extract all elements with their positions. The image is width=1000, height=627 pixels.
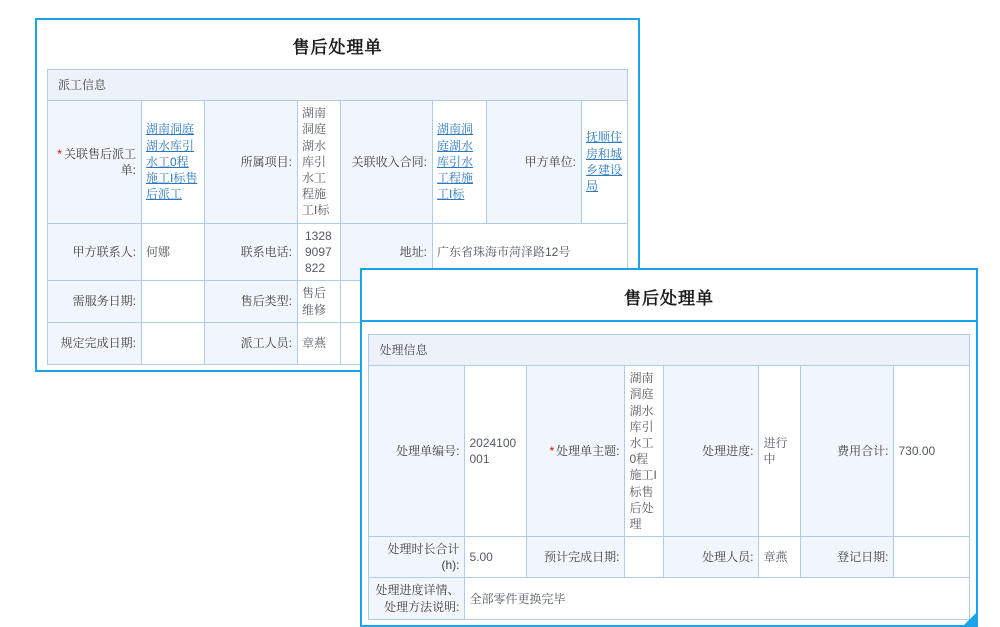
field-value-party-a-contact: 何娜 <box>141 223 204 281</box>
field-label-party-a-contact: 甲方联系人: <box>47 223 141 281</box>
field-label-process-subject <box>527 366 625 537</box>
field-value-register-date <box>894 537 969 578</box>
field-value-address: 广东省珠海市菏泽路12号 <box>432 223 627 281</box>
field-label-process-progress: 处理进度: <box>664 366 759 537</box>
party-a-unit-link[interactable]: 抚顺住房和城乡建设局 <box>585 130 622 194</box>
field-value-project: 湖南洞庭湖水库引水工程施工I标 <box>297 101 340 223</box>
required-marker: * <box>57 146 62 161</box>
form-title: 售后处理单 <box>292 38 383 57</box>
form-title: 售后处理单 <box>362 270 976 322</box>
dispatch-order-link[interactable]: 湖南洞庭湖水库引水工0程施工I标售后派工 <box>145 122 198 202</box>
field-value-related-dispatch-order <box>141 101 204 223</box>
field-value-aftersale-type: 售后维修 <box>297 281 340 323</box>
field-value-expected-finish-date <box>625 537 664 578</box>
field-value-cost-total: 730.00 <box>894 366 969 537</box>
field-label-related-dispatch-order <box>47 101 141 223</box>
field-label-progress-detail: 处理进度详情、处理方法说明: <box>369 578 465 619</box>
section-header-row <box>47 70 627 101</box>
field-value-service-date <box>141 281 204 323</box>
field-value-process-staff: 章燕 <box>759 537 801 578</box>
field-label-phone: 联系电话: <box>204 223 297 281</box>
field-value-income-contract <box>432 101 486 223</box>
field-label-project: 所属项目: <box>204 101 297 223</box>
field-label-process-staff: 处理人员: <box>664 537 759 578</box>
field-label-process-order-no: 处理单编号: <box>369 366 465 537</box>
field-label-text: 关联售后派工单: <box>63 146 136 177</box>
section-header-process-info: 处理信息 <box>369 335 969 366</box>
field-label-aftersale-type: 售后类型: <box>204 281 297 323</box>
resize-handle-icon[interactable] <box>964 613 976 625</box>
aftersale-process-form-window <box>360 268 978 627</box>
section-header-row <box>369 335 969 366</box>
table-row <box>47 101 627 223</box>
field-label-register-date: 登记日期: <box>801 537 894 578</box>
field-label-party-a-unit: 甲方单位: <box>486 101 581 223</box>
field-value-process-progress: 进行中 <box>759 366 801 537</box>
field-label-income-contract: 关联收入合同: <box>340 101 432 223</box>
field-label-process-hours-total: 处理时长合计(h): <box>369 537 465 578</box>
field-value-process-subject: 湖南洞庭湖水库引水工0程施工I标售后处理 <box>625 366 664 537</box>
field-label-cost-total: 费用合计: <box>801 366 894 537</box>
field-value-progress-detail: 全部零件更换完毕 <box>465 578 969 619</box>
table-row <box>369 578 969 619</box>
field-label-address: 地址: <box>340 223 432 281</box>
field-label-service-date: 需服务日期: <box>47 281 141 323</box>
field-value-process-hours-total: 5.00 <box>465 537 527 578</box>
process-info-table <box>368 334 969 620</box>
field-value-required-finish-date <box>141 323 204 365</box>
required-marker: * <box>549 444 555 459</box>
field-value-dispatch-staff: 章燕 <box>297 323 340 365</box>
table-row <box>369 537 969 578</box>
section-header-dispatch-info: 派工信息 <box>47 70 627 101</box>
field-value-process-order-no: 2024100001 <box>465 366 527 537</box>
field-value-party-a-unit <box>581 101 627 223</box>
field-label-required-finish-date: 规定完成日期: <box>47 323 141 365</box>
table-row <box>369 366 969 537</box>
field-label-text: 处理单主题: <box>556 444 620 459</box>
income-contract-link[interactable]: 湖南洞庭湖水库引水工程施工I标 <box>436 122 473 202</box>
field-label-dispatch-staff: 派工人员: <box>204 323 297 365</box>
field-value-phone: 13289097822 <box>297 223 340 281</box>
field-label-expected-finish-date: 预计完成日期: <box>527 537 625 578</box>
